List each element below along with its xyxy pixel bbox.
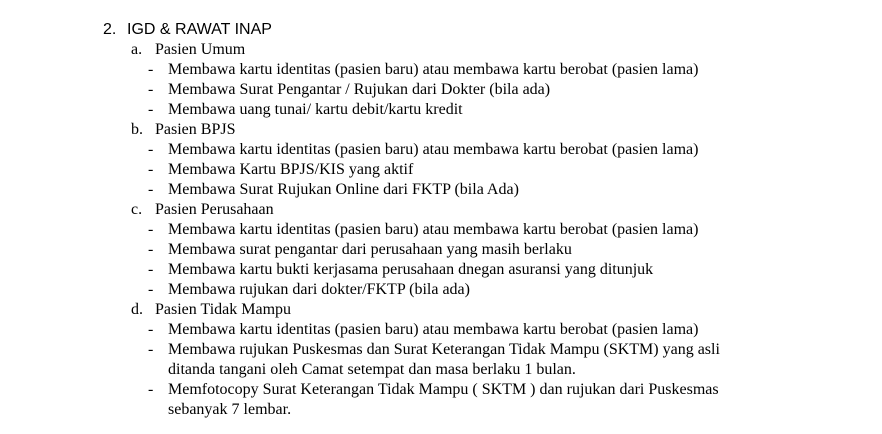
list-item-text: Membawa kartu identitas (pasien baru) atau membawa kartu berobat (pasien lama) [168, 221, 699, 238]
list-item-text: Membawa kartu identitas (pasien baru) atau membawa kartu berobat (pasien lama) [168, 321, 699, 338]
subsection-letter: d. [131, 301, 143, 318]
heading-number: 2. [103, 21, 117, 38]
dash-bullet: - [148, 381, 154, 398]
list-item-text: Membawa Surat Pengantar / Rujukan dari Dokter (bila ada) [168, 81, 551, 98]
subsection-title [131, 40, 245, 60]
dash-bullet: - [148, 221, 154, 238]
subsection-label: Pasien BPJS [155, 121, 236, 138]
list-item-text: Membawa surat pengantar dari perusahaan yang masih berlaku [168, 241, 572, 258]
subsection-letter: c. [131, 201, 143, 218]
dash-bullet: - [148, 181, 154, 198]
dash-bullet: - [148, 341, 154, 358]
list-item-text: sebanyak 7 lembar. [168, 401, 292, 418]
subsection-title [131, 200, 274, 220]
list-item-text: Membawa kartu identitas (pasien baru) atau membawa kartu berobat (pasien lama) [168, 61, 699, 78]
subsection-label: Pasien Perusahaan [155, 201, 274, 218]
dash-bullet: - [148, 241, 154, 258]
subsection-label: Pasien Umum [155, 41, 246, 58]
list-item-text: Membawa kartu bukti kerjasama perusahaan dnegan asuransi yang ditunjuk [168, 261, 654, 278]
list-item-text: ditanda tangani oleh Camat setempat dan masa berlaku 1 bulan. [168, 361, 576, 378]
dash-bullet: - [148, 321, 154, 338]
list-item-text: Membawa kartu identitas (pasien baru) atau membawa kartu berobat (pasien lama) [168, 141, 699, 158]
subsection-title [131, 120, 235, 140]
dash-bullet: - [148, 101, 154, 118]
subsection-label: Pasien Tidak Mampu [155, 301, 292, 318]
list-item-text: Membawa uang tunai/ kartu debit/kartu kredit [168, 101, 463, 118]
dash-bullet: - [148, 81, 154, 98]
section-heading [103, 19, 272, 41]
heading-title: IGD & RAWAT INAP [127, 21, 272, 38]
dash-bullet: - [148, 281, 154, 298]
list-item-text: Membawa rujukan Puskesmas dan Surat Keterangan Tidak Mampu (SKTM) yang asli [168, 341, 720, 358]
dash-bullet: - [148, 141, 154, 158]
subsection-title [131, 300, 291, 320]
list-item-text: Membawa Surat Rujukan Online dari FKTP (bila Ada) [168, 181, 519, 198]
list-item-text: Membawa rujukan dari dokter/FKTP (bila ada) [168, 281, 470, 298]
list-item-text: Memfotocopy Surat Keterangan Tidak Mampu ( SKTM ) dan rujukan dari Puskesmas [168, 381, 719, 398]
list-item-text: Membawa Kartu BPJS/KIS yang aktif [168, 161, 414, 178]
dash-bullet: - [148, 161, 154, 178]
dash-bullet: - [148, 61, 154, 78]
subsection-letter: b. [131, 121, 143, 138]
dash-bullet: - [148, 261, 154, 278]
subsection-letter: a. [131, 41, 143, 58]
